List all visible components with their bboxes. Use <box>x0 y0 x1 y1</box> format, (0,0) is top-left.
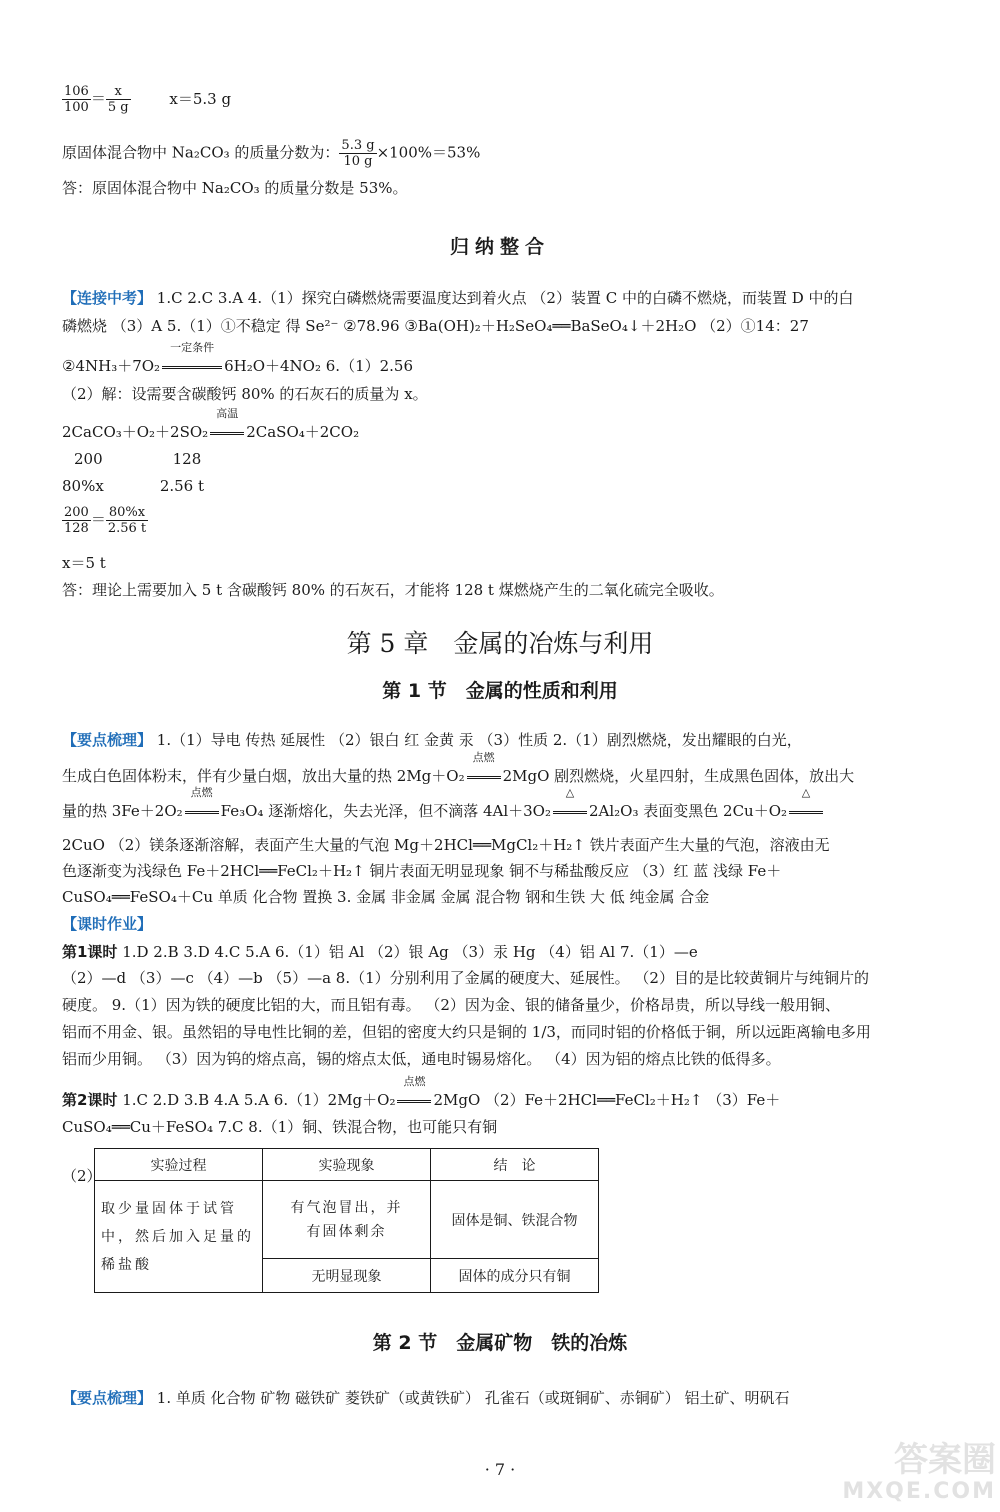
text-line: 2CuO （2）镁条逐渐溶解，表面产生大量的气泡 Mg＋2HCl══MgCl₂＋H₂↑ 铁片表面产生大量的气泡，溶液由无 <box>62 836 830 854</box>
fraction: $\frac{200}{128}$ <box>64 505 89 536</box>
watermark-logo: 答案圈 MXQE.COM <box>842 1440 996 1504</box>
text-line: CuSO₄══Cu＋FeSO₄ 7.C 8.（1）铜、铁混合物，也可能只有铜 <box>62 1118 498 1136</box>
equation-line: 原固体混合物中 Na₂CO₃ 的质量分数为： $\frac{5.3 g}{10 g}$ ×100%＝53% <box>62 138 481 169</box>
table-cell: 有气泡冒出，并有固体剩余 <box>263 1181 431 1259</box>
reaction-arrow: 高温 <box>208 422 246 442</box>
section-title: 第 1 节 金属的性质和利用 <box>382 680 618 702</box>
equation-line: $\frac{106}{100}$ ＝ $\frac{x}{5 g}$ x＝5.3 g <box>64 84 232 115</box>
text-line: 2CaCO₃＋O₂＋2SO₂ 高温 2CaSO₄＋2CO₂ <box>62 407 360 441</box>
text-line: 生成白色固体粉末，伴有少量白烟，放出大量的热 2Mg＋O₂ 点燃 2MgO 剧烈燃烧，火星四射，生成黑色固体，放出大 <box>62 751 855 785</box>
table-cell: 无明显现象 <box>263 1259 431 1293</box>
reaction-arrow: △ <box>787 801 825 821</box>
text-line: （2）解：设需要含碳酸钙 80% 的石灰石的质量为 x。 <box>62 385 428 403</box>
text-line: 【连接中考】 1.C 2.C 3.A 4.（1）探究白磷燃烧需要温度达到着火点 （2）装置 C 中的白磷不燃烧，而装置 D 中的白 <box>62 289 854 307</box>
text-line: 硬度。 9.（1）因为铁的硬度比铝的大，而且铝有毒。 （2）因为金、银的储备量少，价格昂贵，所以导线一般用铜、 <box>62 996 840 1014</box>
text-line: ②4NH₃＋7O₂ 一定条件 6H₂O＋4NO₂ 6.（1）2.56 <box>62 341 414 375</box>
reaction-arrow: 点燃 <box>395 1090 433 1110</box>
section-tag: 【课时作业】 <box>62 915 153 933</box>
reaction-arrow: 一定条件 <box>160 356 224 376</box>
reaction-arrow: 点燃 <box>465 766 503 786</box>
experiment-table <box>94 1148 599 1293</box>
text-line: （2）—d （3）—c （4）—b （5）—a 8.（1）分别利用了金属的硬度大、延展性。 （2）目的是比较黄铜片与纯铜片的 <box>62 969 869 987</box>
table-cell: 取少量固体于试管中，然后加入足量的稀盐酸 <box>95 1181 263 1293</box>
fraction: $\frac{80\%x}{2.56 t}$ <box>107 505 147 536</box>
answer-line: 答：原固体混合物中 Na₂CO₃ 的质量分数是 53%。 <box>62 179 408 197</box>
equation-line: $\frac{200}{128}$ ＝ $\frac{80\%x}{2.56 t}$ <box>64 505 147 536</box>
table-row <box>95 1181 599 1259</box>
text-line: 第1课时 1.D 2.B 3.D 4.C 5.A 6.（1）铝 Al （2）银 Ag （3）汞 Hg （4）铝 Al 7.（1）—e <box>62 943 698 961</box>
section-tag: 【要点梳理】 <box>62 731 153 749</box>
text-line: 铝而不用金、银。虽然铝的导电性比铜的差，但铝的密度大约只是铜的 1/3，而同时铝的价格低于铜，所以远距离输电多用 <box>62 1023 871 1041</box>
column-header: 结 论 <box>431 1149 599 1181</box>
column-header: 实验现象 <box>263 1149 431 1181</box>
table-cell: 固体是铜、铁混合物 <box>431 1181 599 1259</box>
text-line: 铝而少用铜。 （3）因为钨的熔点高，锡的熔点太低，通电时锡易熔化。 （4）因为铝的熔点比铁的低得多。 <box>62 1050 781 1068</box>
text-line: 量的热 3Fe＋2O₂ 点燃 Fe₃O₄ 逐渐熔化，失去光泽，但不滴落 4Al＋3O₂ △ 2Al₂O₃ 表面变黑色 2Cu＋O₂ △ <box>62 801 825 821</box>
fraction: $\frac{x}{5 g}$ <box>107 84 129 115</box>
fraction: $\frac{106}{100}$ <box>64 84 89 115</box>
text-line: 磷燃烧 （3）A 5.（1）①不稳定 得 Se²⁻ ②78.96 ③Ba(OH)₂＋H₂SeO₄══BaSeO₄↓＋2H₂O （2）①14：27 <box>62 317 809 335</box>
text-line: 80%x 2.56 t <box>62 477 205 495</box>
text-line: 200 128 <box>74 450 202 468</box>
table-prefix: （2） <box>62 1167 102 1185</box>
table-header-row <box>95 1149 599 1181</box>
section-heading: 归纳整合 <box>449 236 550 258</box>
lesson-label: 第2课时 <box>62 1091 118 1109</box>
section-title: 第 2 节 金属矿物 铁的冶炼 <box>372 1332 628 1354</box>
section-tag: 【要点梳理】 <box>62 1389 153 1407</box>
column-header: 实验过程 <box>95 1149 263 1181</box>
text-line: CuSO₄══FeSO₄＋Cu 单质 化合物 置换 3. 金属 非金属 金属 混合物 钢和生铁 大 低 纯金属 合金 <box>62 888 710 906</box>
text-line: 【要点梳理】 1. 单质 化合物 矿物 磁铁矿 菱铁矿（或黄铁矿） 孔雀石（或斑铜矿、赤铜矿） 铝土矿、明矾石 <box>62 1389 790 1407</box>
reaction-arrow: △ <box>551 801 589 821</box>
section-tag: 【连接中考】 <box>62 289 153 307</box>
text-line: 色逐渐变为浅绿色 Fe＋2HCl══FeCl₂＋H₂↑ 铜片表面无明显现象 铜不与稀盐酸反应 （3）红 蓝 浅绿 Fe＋ <box>62 862 782 880</box>
result-text: x＝5.3 g <box>169 89 232 108</box>
lesson-label: 第1课时 <box>62 943 118 961</box>
fraction: $\frac{5.3 g}{10 g}$ <box>341 138 375 169</box>
reaction-arrow: 点燃 <box>183 801 221 821</box>
page-number: · 7 · <box>484 1460 516 1479</box>
chapter-title: 第 5 章 金属的冶炼与利用 <box>346 629 654 658</box>
text-line: x＝5 t <box>62 554 106 572</box>
text-line: 第2课时 1.C 2.D 3.B 4.A 5.A 6.（1）2Mg＋O₂ 点燃 2MgO （2）Fe＋2HCl══FeCl₂＋H₂↑ （3）Fe＋ <box>62 1075 781 1109</box>
answer-line: 答：理论上需要加入 5 t 含碳酸钙 80% 的石灰石，才能将 128 t 煤燃烧产生的二氧化硫完全吸收。 <box>62 581 724 599</box>
table-cell: 固体的成分只有铜 <box>431 1259 599 1293</box>
text-line: 【要点梳理】 1.（1）导电 传热 延展性 （2）银白 红 金黄 汞 （3）性质 2.（1）剧烈燃烧，发出耀眼的白光， <box>62 731 802 749</box>
